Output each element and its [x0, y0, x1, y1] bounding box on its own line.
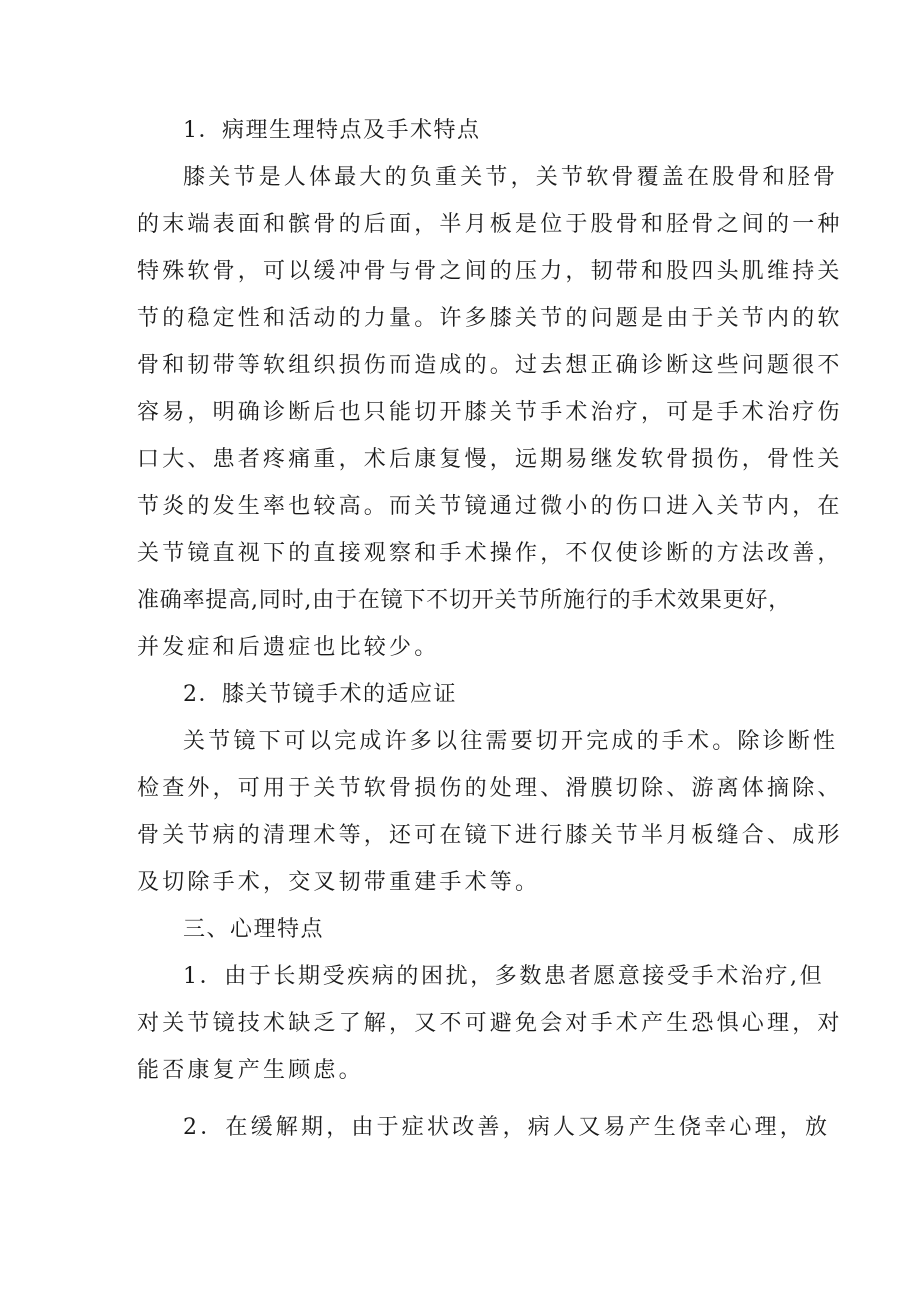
- paragraph-line: 的末端表面和髌骨的后面，半月板是位于股骨和胫骨之间的一种: [137, 212, 843, 237]
- paragraph-line: 膝关节是人体最大的负重关节，关节软骨覆盖在股骨和胫骨: [183, 165, 839, 190]
- paragraph-line: 特殊软骨，可以缓冲骨与骨之间的压力，韧带和股四头肌维持关: [137, 259, 843, 284]
- paragraph-line: 骨关节病的清理术等，还可在镜下进行膝关节半月板缝合、成形: [137, 823, 843, 848]
- paragraph-line: 能否康复产生顾虑。: [137, 1058, 364, 1083]
- paragraph-line: 骨和韧带等软组织损伤而造成的。过去想正确诊断这些问题很不: [137, 353, 843, 378]
- paragraph-line: 对关节镜技术缺乏了解，又不可避免会对手术产生恐惧心理，对: [137, 1011, 843, 1036]
- paragraph-line: 检查外，可用于关节软骨损伤的处理、滑膜切除、游离体摘除、: [137, 776, 843, 801]
- paragraph-line: 准确率提高,同时,由于在镜下不切开关节所施行的手术效果更好，: [137, 588, 791, 613]
- paragraph-line: 关节镜直视下的直接观察和手术操作，不仅使诊断的方法改善，: [137, 541, 843, 566]
- paragraph-line: 口大、患者疼痛重，术后康复慢，远期易继发软骨损伤，骨性关: [137, 447, 843, 472]
- paragraph-line: 关节镜下可以完成许多以往需要切开完成的手术。除诊断性: [183, 729, 839, 754]
- paragraph-line: 及切除手术，交叉韧带重建手术等。: [137, 870, 541, 895]
- paragraph-line: 1．由于长期受疾病的困扰，多数患者愿意接受手术治疗,但: [183, 964, 825, 989]
- paragraph-line: 容易，明确诊断后也只能切开膝关节手术治疗，可是手术治疗伤: [137, 400, 843, 425]
- paragraph-line: 节炎的发生率也较高。而关节镜通过微小的伤口进入关节内，在: [137, 494, 843, 519]
- paragraph-line: 节的稳定性和活动的力量。许多膝关节的问题是由于关节内的软: [137, 306, 843, 331]
- paragraph-line: 2．在缓解期，由于症状改善，病人又易产生侥幸心理，放: [183, 1115, 831, 1140]
- section-heading-psychology: 三、心理特点: [183, 917, 325, 942]
- paragraph-line: 并发症和后遗症也比较少。: [137, 635, 440, 660]
- section-heading-indications: 2．膝关节镜手术的适应证: [183, 682, 457, 707]
- section-heading-pathophysiology: 1．病理生理特点及手术特点: [183, 118, 481, 143]
